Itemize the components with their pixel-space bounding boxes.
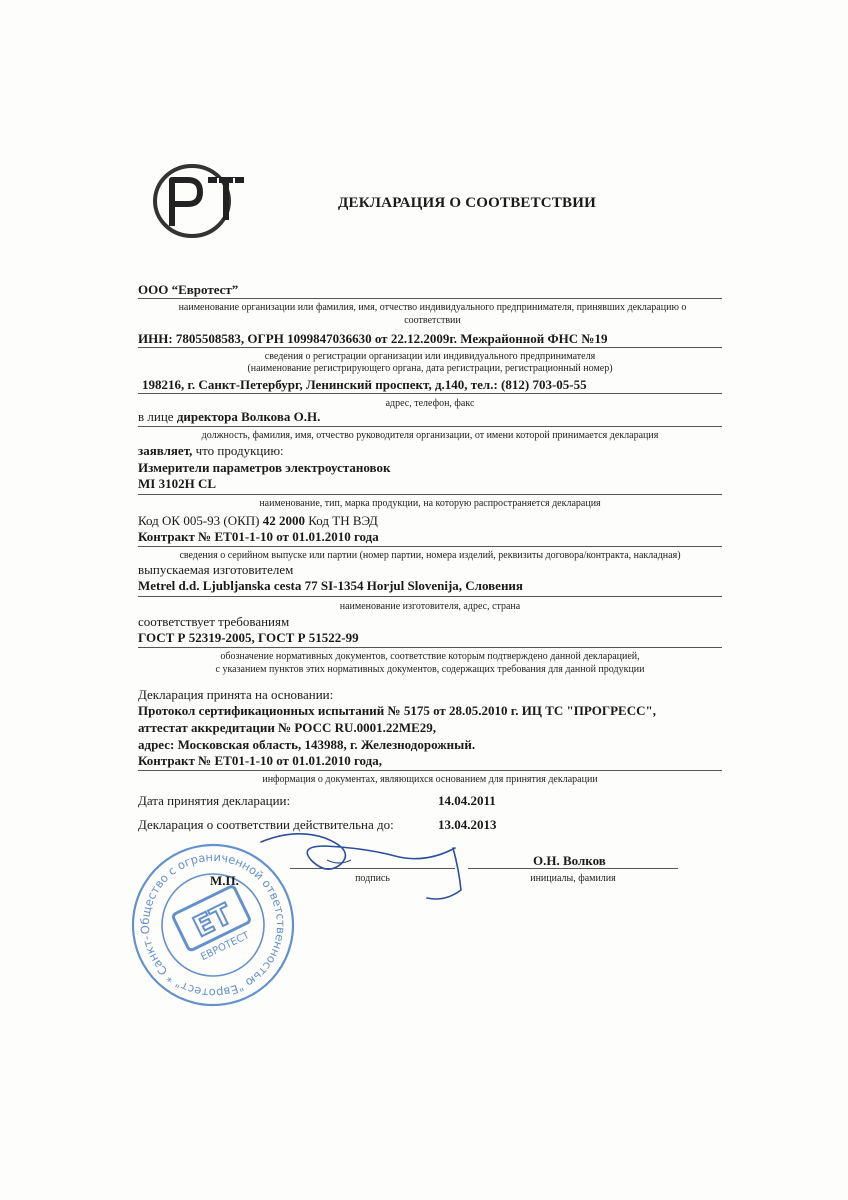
organization-name: ООО “Евротест” bbox=[138, 282, 239, 297]
declares-rest: что продукцию: bbox=[192, 443, 284, 458]
product-caption: наименование, тип, марка продукции, на которую распространяется декларация bbox=[259, 498, 601, 509]
stamp-center-letters: ET bbox=[188, 897, 237, 944]
okp-code: 42 2000 bbox=[262, 513, 306, 528]
divider bbox=[138, 770, 722, 771]
basis-line-1: Протокол сертификационных испытаний № 5175 от 28.05.2010 г. ИЦ ТС "ПРОГРЕСС", bbox=[138, 703, 656, 718]
stamp-center-word: ЕВРОТЕСТ bbox=[199, 930, 252, 964]
basis-caption: информация о документах, являющихся основанием для принятия декларации bbox=[262, 774, 598, 785]
basis-line-3: адрес: Московская область, 143988, г. Железнодорожный. bbox=[138, 737, 476, 752]
organization-caption: наименование организации или фамилия, имя, отчество индивидуального предпринимателя, принявших декларацию о соответствии bbox=[178, 302, 687, 326]
divider bbox=[138, 298, 722, 299]
requirements-caption-2: с указанием пунктов этих нормативных документов, содержащих требования для данной продукции bbox=[215, 664, 645, 675]
manufacturer-caption: наименование изготовителя, адрес, страна bbox=[339, 601, 521, 612]
divider bbox=[138, 347, 722, 348]
declares-line bbox=[138, 443, 284, 459]
basis-label: Декларация принята на основании: bbox=[138, 687, 334, 702]
okp-prefix: Код ОК 005-93 (ОКП) bbox=[138, 513, 260, 528]
valid-label: Декларация о соответствии действительна до: bbox=[138, 817, 394, 832]
divider bbox=[138, 393, 722, 394]
accepted-label: Дата принятия декларации: bbox=[138, 793, 291, 808]
director-prefix: в лице bbox=[138, 409, 174, 424]
requirements-value: ГОСТ Р 52319-2005, ГОСТ Р 51522-99 bbox=[138, 630, 359, 645]
codes-caption: сведения о серийном выпуске или партии (номер партии, номера изделий, реквизиты договора/контракта, накладная) bbox=[179, 550, 681, 561]
valid-date: 13.04.2013 bbox=[438, 817, 497, 832]
divider bbox=[138, 494, 722, 495]
handwritten-signature-icon bbox=[255, 820, 480, 910]
product-line-2: MI 3102H CL bbox=[138, 476, 216, 491]
name-line bbox=[468, 868, 678, 869]
divider bbox=[138, 426, 722, 427]
director-value: директора Волкова О.Н. bbox=[176, 409, 321, 424]
rst-logo-icon bbox=[150, 160, 250, 242]
director-line bbox=[138, 409, 320, 425]
address-caption: адрес, телефон, факс bbox=[385, 398, 475, 409]
contract-line: Контракт № ЕТ01-1-10 от 01.01.2010 года bbox=[138, 529, 379, 544]
mp-label: М.П. bbox=[210, 873, 239, 888]
divider bbox=[138, 596, 722, 597]
address-value: 198216, г. Санкт-Петербург, Ленинский проспект, д.140, тел.: (812) 703-05-55 bbox=[142, 377, 587, 392]
basis-line-2: аттестат аккредитации № РОСС RU.0001.22МЕ29, bbox=[138, 720, 437, 735]
accepted-date: 14.04.2011 bbox=[438, 793, 496, 808]
registration-value: ИНН: 7805508583, ОГРН 1099847036630 от 22.12.2009г. Межрайонной ФНС №19 bbox=[138, 331, 608, 346]
registration-caption-2: (наименование регистрирующего органа, дата регистрации, регистрационный номер) bbox=[247, 363, 613, 374]
signer-name: О.Н. Волков bbox=[533, 853, 606, 868]
divider bbox=[138, 546, 722, 547]
divider bbox=[138, 647, 722, 648]
manufacturer-label: выпускаемая изготовителем bbox=[138, 562, 294, 577]
name-caption: инициалы, фамилия bbox=[530, 873, 616, 884]
codes-line bbox=[138, 513, 378, 529]
requirements-caption-1: обозначение нормативных документов, соответствие которым подтверждено данной декларацией, bbox=[220, 651, 640, 662]
declares-bold: заявляет, bbox=[138, 443, 193, 458]
stamp-ring-text: Общество с ограниченной ответственностью "Евротест" * Санкт-Петербург bbox=[137, 849, 289, 1001]
tnved-label: Код ТН ВЭД bbox=[308, 513, 378, 528]
product-line-1: Измерители параметров электроустановок bbox=[138, 460, 391, 475]
basis-line-4: Контракт № ЕТ01-1-10 от 01.01.2010 года, bbox=[138, 753, 382, 768]
page-title: ДЕКЛАРАЦИЯ О СООТВЕТСТВИИ bbox=[338, 195, 596, 211]
requirements-label: соответствует требованиям bbox=[138, 614, 290, 629]
signature-caption: подпись bbox=[355, 873, 390, 884]
director-caption: должность, фамилия, имя, отчество руководителя организации, от имени которой принимается декларация bbox=[201, 430, 659, 441]
manufacturer-value: Metrel d.d. Ljubljanska cesta 77 SI-1354 Horjul Slovenija, Словения bbox=[138, 578, 523, 593]
registration-caption-1: сведения о регистрации организации или индивидуального предпринимателя bbox=[264, 351, 596, 362]
